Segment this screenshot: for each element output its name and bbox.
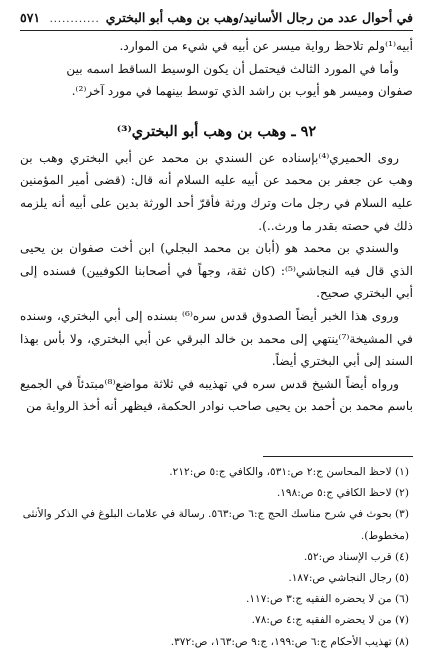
paragraph: والسندي بن محمد هو (أبان بن محمد البجلي) ابن أخت صفوان بن يحيى الذي قال فيه النجاشي⁽⁵⁾: (كان ثقة، وجهاً في أصحابنا الكوفيين) فسنده إلى أبي البختري صحيح. — [20, 241, 413, 301]
footnote: (٦) من لا يحضره الفقيه ج:٣ ص:١١٧. — [245, 593, 409, 606]
footnote: (٨) تهذيب الأحكام ج:٦ ص:١٩٩، ج:٩ ص:١٦٣، ص:٣٧٢. — [170, 635, 409, 648]
footnote-rule — [263, 456, 413, 457]
paragraph: ورواه أيضاً الشيخ قدس سره في تهذيبه في ثلاثة مواضع⁽⁸⁾مبتدئاً في الجميع باسم محمد بن أحمد بن يحيى صاحب نوادر الحكمة، فيظهر أنه أخذ الرواية من — [20, 376, 413, 414]
intro-line: وأما في المورد الثالث فيحتمل أن يكون الوسيط الساقط اسمه بين — [66, 61, 399, 76]
paragraph: وروى هذا الخبر أيضاً الصدوق قدس سره⁽⁶⁾ بسنده إلى أبي البختري، وسنده في المشيخة⁽⁷⁾ينتهي إلى محمد بن خالد البرقي عن أبي البختري، ولا بأس بهذا السند إلى أبي البختري أيضاً. — [20, 308, 414, 369]
page-number: ٥٧١ — [20, 10, 41, 25]
intro-line: صفوان وميسر هو أيوب بن راشد الذي توسط بينهما في مورد آخر⁽²⁾. — [71, 84, 413, 99]
body-text — [20, 35, 413, 418]
footnote: (٥) رجال النجاشي ص:١٨٧. — [288, 572, 409, 585]
section-title: ٩٢ ـ وهب بن وهب أبو البختري⁽³⁾ — [116, 122, 317, 140]
running-header — [20, 8, 413, 28]
footnote: (مخطوط). — [360, 529, 409, 542]
paragraph: روى الحميري⁽⁴⁾بإسناده عن السندي بن محمد عن أبي البختري وهب بن وهب عن جعفر بن محمد عن أبيه عليه السلام أنه قال: (قضى أمير المؤمنين عليه السلام في رجل مات وترك ورثة فأقرّ أحد الورثة بدين على أبيه أنه يلزمه ذلك في حصته بقدر ما ورث..). — [20, 150, 413, 233]
footnote: (٧) من لا يحضره الفقيه ج:٤ ص:٧٨. — [251, 614, 409, 627]
footnote: (١) لاحظ المحاسن ج:٢ ص:٥٣١، والكافي ج:٥ ص:٢١٢. — [169, 466, 409, 478]
header-dots: ............ — [49, 14, 100, 25]
footnote: (٤) قرب الإسناد ص:٥٢. — [303, 550, 409, 563]
footnotes — [20, 462, 409, 653]
running-title: في أحوال عدد من رجال الأسانيد/وهب بن وهب أبو البختري — [105, 10, 413, 25]
header-rule — [20, 30, 413, 31]
footnote: (٣) بحوث في شرح مناسك الحج ج:٦ ص:٥٦٣. رسالة في علامات البلوغ في الذكر والأنثى — [22, 508, 409, 521]
intro-line: أبيه⁽¹⁾ولم تلاحظ رواية ميسر عن أبيه في شيء من الموارد. — [119, 39, 413, 53]
footnote: (٢) لاحظ الكافي ج:٥ ص:١٩٨. — [276, 487, 409, 500]
